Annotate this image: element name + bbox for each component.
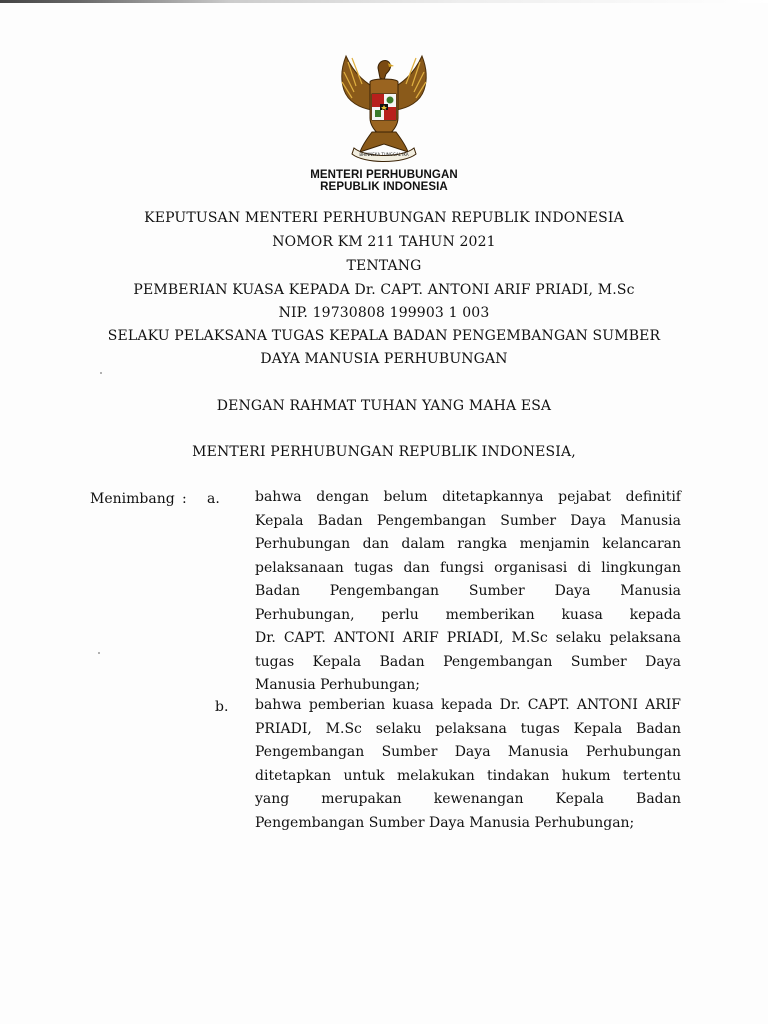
invocation: DENGAN RAHMAT TUHAN YANG MAHA ESA	[216, 398, 552, 414]
paragraph-line: Dr. CAPT. ANTONI ARIF PRIADI, M.Sc selaku pelaksana	[255, 630, 681, 646]
paragraph-line: ditetapkan untuk melakukan tindakan hukum tertentu	[255, 767, 681, 784]
paragraph-line: Pengembangan Sumber Daya Manusia Perhubungan	[255, 744, 681, 760]
svg-text:BHINNEKA TUNGGAL IKA: BHINNEKA TUNGGAL IKA	[359, 152, 409, 157]
considering-paragraph-a	[255, 486, 681, 698]
paragraph-line: Pengembangan Sumber Daya Manusia Perhubungan;	[255, 814, 635, 831]
item-letter-b: b.	[215, 699, 229, 715]
paragraph-line: bahwa dengan belum ditetapkannya pejabat definitif	[255, 489, 681, 505]
considering-colon: :	[182, 491, 187, 507]
scan-edge-line	[0, 0, 768, 3]
decree-number: NOMOR KM 211 TAHUN 2021	[272, 234, 496, 250]
decree-about: TENTANG	[346, 258, 422, 274]
scan-speck	[100, 372, 102, 374]
ministry-name-line1: MENTERI PERHUBUNGAN	[310, 169, 458, 181]
paragraph-line: Perhubungan, perlu memberikan kuasa kepada	[255, 606, 681, 623]
considering-paragraph-b	[255, 694, 681, 835]
authority-heading: MENTERI PERHUBUNGAN REPUBLIK INDONESIA,	[192, 444, 576, 460]
paragraph-line: Kepala Badan Pengembangan Sumber Daya Manusia	[255, 512, 681, 529]
decree-nip: NIP. 19730808 199903 1 003	[278, 305, 490, 321]
decree-title: KEPUTUSAN MENTERI PERHUBUNGAN REPUBLIK INDONESIA	[144, 210, 624, 226]
ministry-name-line2: REPUBLIK INDONESIA	[320, 181, 448, 193]
paragraph-line: bahwa pemberian kuasa kepada Dr. CAPT. ANTONI ARIF	[255, 697, 681, 713]
decree-subject-line3: DAYA MANUSIA PERHUBUNGAN	[260, 351, 508, 367]
paragraph-line: Perhubungan dan dalam rangka menjamin kelancaran	[255, 536, 681, 552]
garuda-pancasila-emblem-icon	[326, 48, 442, 164]
paragraph-line: pelaksanaan tugas dan fungsi organisasi di lingkungan	[255, 559, 681, 576]
decree-subject-line1: PEMBERIAN KUASA KEPADA Dr. CAPT. ANTONI ARIF PRIADI, M.Sc	[133, 282, 635, 298]
scan-speck	[98, 652, 100, 654]
considering-label: Menimbang	[90, 491, 175, 507]
paragraph-line: PRIADI, M.Sc selaku pelaksana tugas Kepala Badan	[255, 720, 681, 737]
item-letter-a: a.	[207, 491, 220, 507]
paragraph-line: Manusia Perhubungan;	[255, 677, 421, 693]
paragraph-line: yang merupakan kewenangan Kepala Badan	[255, 791, 681, 807]
paragraph-line: Badan Pengembangan Sumber Daya Manusia	[255, 583, 681, 599]
decree-subject-line2: SELAKU PELAKSANA TUGAS KEPALA BADAN PENGEMBANGAN SUMBER	[107, 328, 661, 344]
paragraph-line: tugas Kepala Badan Pengembangan Sumber Daya	[255, 653, 681, 670]
